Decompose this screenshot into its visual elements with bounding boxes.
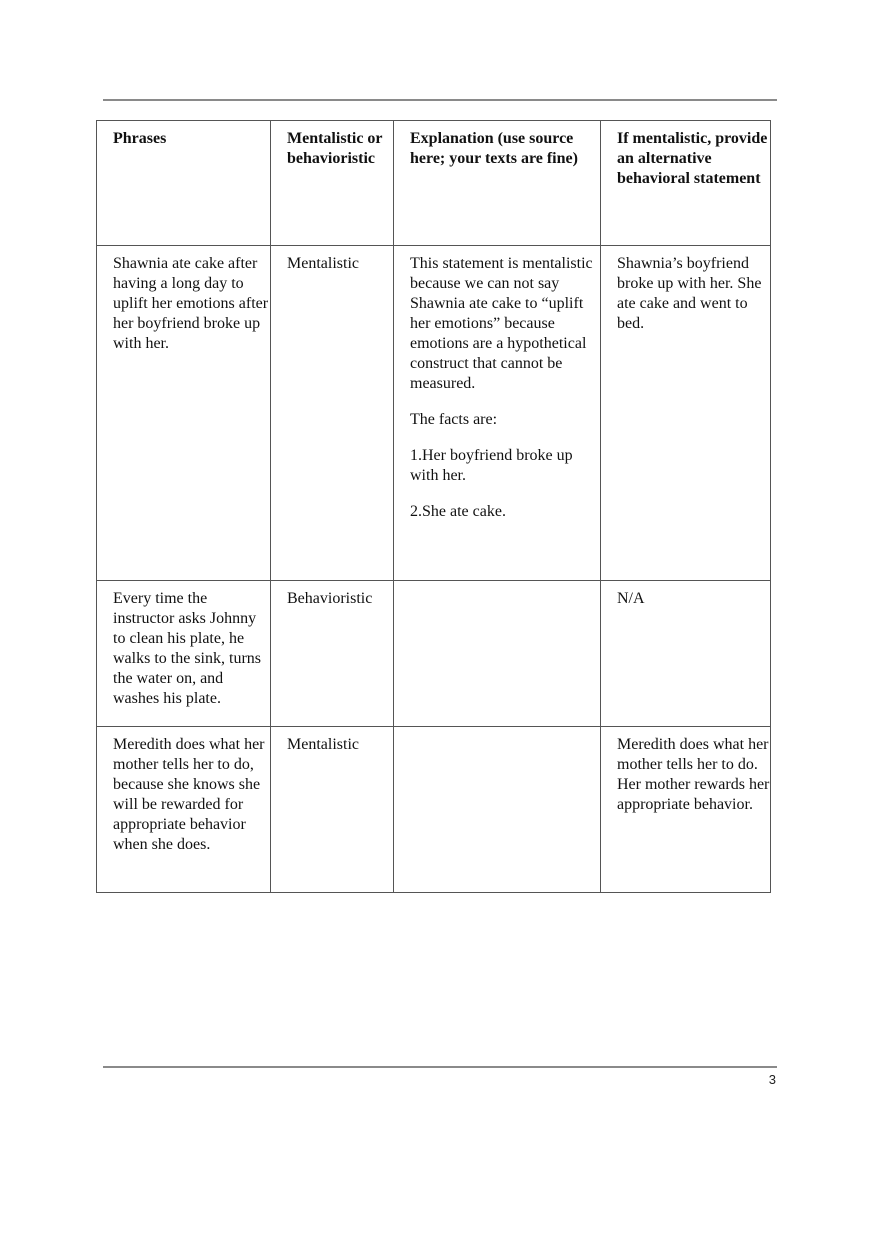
phrase-cell: Every time the instructor asks Johnny to clean his plate, he walks to the sink, turns the water on, and washes his plate. (97, 581, 271, 727)
classification-table (96, 120, 771, 893)
table-row (97, 727, 771, 893)
footer-rule (103, 1066, 777, 1068)
table-row (97, 246, 771, 581)
explanation-paragraph: 1.Her boyfriend broke up with her. (410, 447, 573, 484)
explanation-paragraph: The facts are: (410, 411, 498, 428)
page-number: 3 (768, 1072, 776, 1087)
header-rule (103, 99, 777, 101)
explanation-paragraph: 2.She ate cake. (410, 503, 506, 520)
alternative-cell: N/A (601, 581, 771, 727)
phrase-cell: Meredith does what her mother tells her to do, because she knows she will be rewarded for appropriate behavior when she does. (97, 727, 271, 893)
alternative-cell: Shawnia’s boyfriend broke up with her. She ate cake and went to bed. (601, 246, 771, 581)
header-explanation: Explanation (use source here; your texts are fine) (394, 121, 601, 246)
header-alternative: If mentalistic, provide an alternative behavioral statement (601, 121, 771, 246)
alternative-cell: Meredith does what her mother tells her to do. Her mother rewards her appropriate behavior. (601, 727, 771, 893)
explanation-cell (394, 727, 601, 893)
header-classification: Mentalistic or behavioristic (271, 121, 394, 246)
explanation-paragraph: This statement is mentalistic because we can not say Shawnia ate cake to “uplift her emotions” because emotions are a hypothetical construct that cannot be measured. (410, 255, 593, 392)
table-header-row (97, 121, 771, 246)
classification-cell: Mentalistic (271, 246, 394, 581)
explanation-cell (394, 581, 601, 727)
explanation-cell (394, 246, 601, 581)
header-phrases: Phrases (97, 121, 271, 246)
table-row (97, 581, 771, 727)
phrase-cell: Shawnia ate cake after having a long day to uplift her emotions after her boyfriend broke up with her. (97, 246, 271, 581)
classification-cell: Behavioristic (271, 581, 394, 727)
classification-cell: Mentalistic (271, 727, 394, 893)
